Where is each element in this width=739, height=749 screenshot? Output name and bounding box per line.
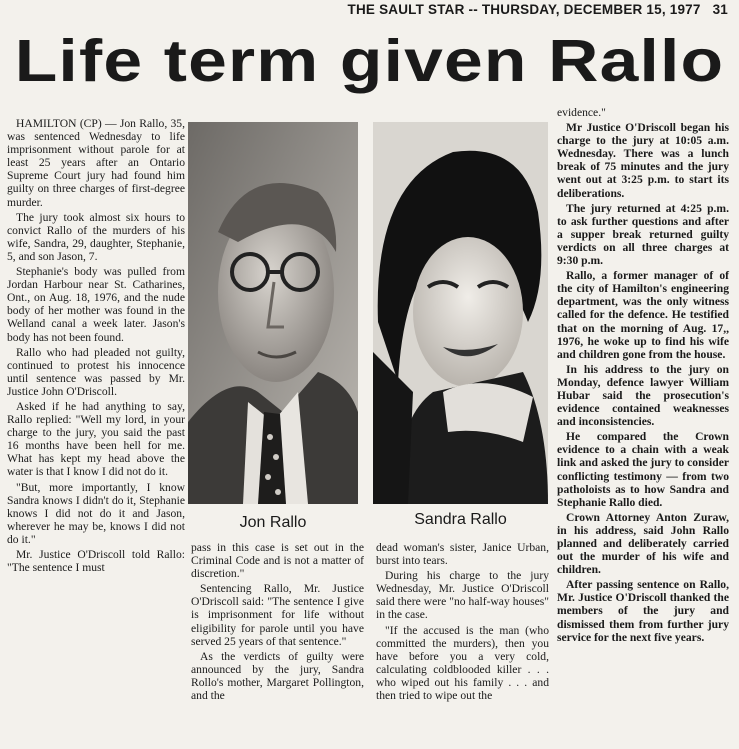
article-paragraph: HAMILTON (CP) — Jon Rallo, 35, was sentenced Wednesday to life imprisonment without parole for at least 25 years after an Ontario Supreme Court jury had found him guilty on three charges of first-degree murder. [7, 117, 185, 209]
article-paragraph: In his address to the jury on Monday, defence lawyer William Hubar said the prosecution's evidence contained weaknesses and inconsistencies. [557, 362, 729, 429]
article-paragraph: The jury took almost six hours to convict Rallo of the murders of his wife, Sandra, 29, daughter, Stephanie, 5, and son Jason, 7. [7, 210, 185, 263]
article-paragraph: Stephanie's body was pulled from Jordan Harbour near St. Catharines, Ont., on Aug. 18, 1976, and the nude body of her mother was found in the Welland canal a week later. Jason's body has not been found. [7, 265, 185, 344]
article-paragraph: Asked if he had anything to say, Rallo replied: "Well my lord, in your charge to the jury, you said the past 16 months have been hell for me. What has kept my head above the water is that I know I did not do it. [7, 399, 185, 479]
article-paragraph: "But, more importantly, I know Sandra knows I didn't do it, Stephanie knows I did not do it and Jason, wherever he may be, knows I did not do it." [7, 480, 185, 546]
article-paragraph: Mr. Justice O'Driscoll told Rallo: "The sentence I must [7, 548, 185, 575]
article-paragraph: The jury returned at 4:25 p.m. to ask further questions and after a supper break returned guilty verdicts on all three charges at 9:30 p.m. [557, 201, 729, 268]
article-column-1 [7, 117, 185, 576]
article-paragraph: Sentencing Rallo, Mr. Justice O'Driscoll said: "The sentence I give is imprisonment for life without eligibility for parole until you have served 25 years of that sentence." [191, 582, 364, 648]
article-paragraph: As the verdicts of guilty were announced by the jury, Sandra Rollo's mother, Margaret Pollington, and the [191, 649, 364, 703]
article-paragraph: evidence." [557, 106, 606, 119]
article-paragraph: Crown Attorney Anton Zuraw, in his address, said John Rallo planned and deliberately carried out the murder of his wife and children. [557, 510, 729, 577]
page-number: 31 [712, 2, 728, 17]
article-paragraph: He compared the Crown evidence to a chain with a weak link and asked the jury to consider conflicting testimony — from two patholoists as to how Sandra and Stephanie Rallo died. [557, 430, 729, 509]
jon-rallo-photo [188, 122, 358, 504]
sandra-rallo-photo [373, 122, 548, 504]
article-paragraph: pass in this case is set out in the Criminal Code and is not a matter of discretion." [191, 541, 364, 581]
photo-caption-sandra: Sandra Rallo [414, 511, 507, 528]
headline: Life term given Rallo [14, 28, 725, 94]
newspaper-masthead [0, 2, 728, 17]
article-column-3 [376, 541, 549, 704]
article-paragraph: Rallo who had pleaded not guilty, continued to protest his innocence until sentence was passed by Mr. Justice John O'Driscoll. [7, 345, 185, 398]
article-paragraph: During his charge to the jury Wednesday, Mr. Justice O'Driscoll said there were "no half-way houses" in the case. [376, 569, 549, 622]
article-paragraph: dead woman's sister, Janice Urban, burst into tears. [376, 541, 549, 568]
article-paragraph: Mr Justice O'Driscoll began his charge to the jury at 10:05 a.m. Wednesday. There was a lunch break of 75 minutes and the jury went out at 3:25 p.m. to start its deliberations. [557, 121, 729, 200]
article-column-2 [191, 541, 364, 704]
photo-caption-jon: Jon Rallo [239, 514, 307, 531]
article-paragraph: Rallo, a former manager of of the city of Hamilton's engineering department, was the only witness called for the defence. He testified that on the morning of Aug. 17,, 1976, he woke up to find his wife and children gone from the house. [557, 269, 729, 361]
article-paragraph: "If the accused is the man (who committed the murders), then you have before you a very cold, calculating coldblooded killer . . . who wiped out his family . . . and then tried to wipe out the [376, 623, 549, 703]
article-column-4 [557, 106, 729, 646]
article-paragraph: After passing sentence on Rallo, Mr. Justice O'Driscoll thanked the members of the jury and dismissed them from further jury service for the next five years. [557, 578, 729, 644]
masthead-text: THE SAULT STAR -- THURSDAY, DECEMBER 15, 1977 [347, 2, 701, 17]
